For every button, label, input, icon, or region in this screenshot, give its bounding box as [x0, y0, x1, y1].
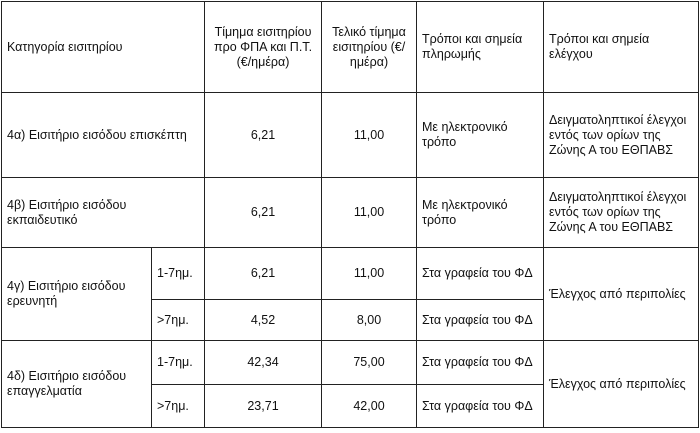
payment-cell: Στα γραφεία του ΦΔ [417, 300, 544, 341]
header-payment: Τρόποι και σημεία πληρωμής [417, 2, 544, 93]
period-cell: >7ημ. [152, 385, 205, 428]
payment-cell: Στα γραφεία του ΦΔ [417, 341, 544, 385]
price-pre-vat-cell: 42,34 [205, 341, 322, 385]
payment-cell: Με ηλεκτρονικό τρόπο [417, 178, 544, 248]
control-cell: Δειγματοληπτικοί έλεγχοι εντός των ορίων της Ζώνης Α του ΕΘΠΑΒΣ [544, 178, 699, 248]
category-cell: 4γ) Εισιτήριο εισόδου ερευνητή [2, 248, 152, 341]
table-row [2, 341, 699, 385]
payment-cell: Στα γραφεία του ΦΔ [417, 385, 544, 428]
final-price-cell: 11,00 [322, 178, 417, 248]
header-category: Κατηγορία εισιτηρίου [2, 2, 205, 93]
price-pre-vat-cell: 6,21 [205, 248, 322, 300]
period-cell: >7ημ. [152, 300, 205, 341]
table-row [2, 93, 699, 178]
header-control: Τρόποι και σημεία ελέγχου [544, 2, 699, 93]
period-cell: 1-7ημ. [152, 248, 205, 300]
ticket-table [1, 1, 699, 428]
price-pre-vat-cell: 23,71 [205, 385, 322, 428]
price-pre-vat-cell: 4,52 [205, 300, 322, 341]
final-price-cell: 75,00 [322, 341, 417, 385]
period-cell: 1-7ημ. [152, 341, 205, 385]
header-final-price: Τελικό τίμημα εισιτηρίου (€/ημέρα) [322, 2, 417, 93]
control-cell: Έλεγχος από περιπολίες [544, 248, 699, 341]
category-cell: 4α) Εισιτήριο εισόδου επισκέπτη [2, 93, 205, 178]
final-price-cell: 11,00 [322, 248, 417, 300]
table-row [2, 178, 699, 248]
category-cell: 4δ) Εισιτήριο εισόδου επαγγελματία [2, 341, 152, 428]
table-row [2, 248, 699, 300]
final-price-cell: 8,00 [322, 300, 417, 341]
header-price-pre-vat: Τίμημα εισιτηρίου προ ΦΠΑ και Π.Τ. (€/ημέρα) [205, 2, 322, 93]
payment-cell: Με ηλεκτρονικό τρόπο [417, 93, 544, 178]
final-price-cell: 11,00 [322, 93, 417, 178]
price-pre-vat-cell: 6,21 [205, 178, 322, 248]
control-cell: Έλεγχος από περιπολίες [544, 341, 699, 428]
control-cell: Δειγματοληπτικοί έλεγχοι εντός των ορίων της Ζώνης Α του ΕΘΠΑΒΣ [544, 93, 699, 178]
payment-cell: Στα γραφεία του ΦΔ [417, 248, 544, 300]
final-price-cell: 42,00 [322, 385, 417, 428]
price-pre-vat-cell: 6,21 [205, 93, 322, 178]
header-row [2, 2, 699, 93]
category-cell: 4β) Εισιτήριο εισόδου εκπαιδευτικό [2, 178, 205, 248]
